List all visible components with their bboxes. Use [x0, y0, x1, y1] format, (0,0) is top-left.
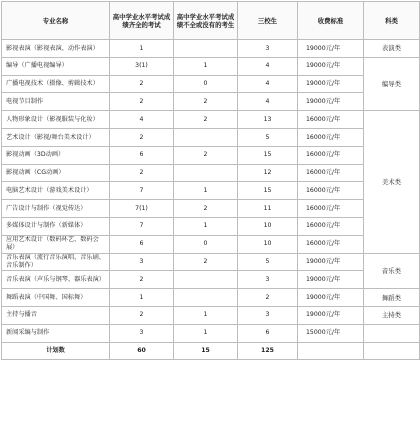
row-major: 多媒体设计与制作（新媒体） — [2, 217, 110, 235]
row-fee: 19000元/年 — [298, 75, 364, 93]
row-fee: 19000元/年 — [298, 93, 364, 111]
row-unqualified: 1 — [174, 324, 238, 342]
row-school-three: 2 — [238, 289, 298, 307]
table-row — [2, 40, 420, 58]
row-unqualified — [174, 289, 238, 307]
row-school-three: 4 — [238, 93, 298, 111]
row-unqualified: 2 — [174, 253, 238, 271]
row-major: 广播电视技术（摄像、剪辑技术） — [2, 75, 110, 93]
row-major: 人物形象设计（影视服装与化妆） — [2, 111, 110, 129]
row-unqualified: 2 — [174, 93, 238, 111]
row-school-three: 5 — [238, 128, 298, 146]
row-unqualified — [174, 271, 238, 289]
row-qualified: 2 — [110, 93, 174, 111]
row-qualified: 7(1) — [110, 200, 174, 218]
table-row — [2, 200, 420, 218]
table-row — [2, 128, 420, 146]
row-qualified: 2 — [110, 128, 174, 146]
row-fee: 16000元/年 — [298, 128, 364, 146]
row-qualified: 7 — [110, 217, 174, 235]
category-hosting: 主持类 — [364, 306, 420, 324]
row-major: 电视节目制作 — [2, 93, 110, 111]
table-row — [2, 164, 420, 182]
row-fee: 19000元/年 — [298, 40, 364, 58]
row-qualified: 6 — [110, 235, 174, 253]
row-major: 新闻采编与制作 — [2, 324, 110, 342]
table-row — [2, 253, 420, 271]
row-fee: 15000元/年 — [298, 324, 364, 342]
row-major: 影视动画（CG动画） — [2, 164, 110, 182]
row-school-three: 13 — [238, 111, 298, 129]
table-row — [2, 93, 420, 111]
category-performance: 表演类 — [364, 40, 420, 58]
row-unqualified — [174, 128, 238, 146]
category-music: 音乐类 — [364, 253, 420, 289]
total-label: 计划数 — [2, 342, 110, 359]
table-row — [2, 306, 420, 324]
row-fee: 19000元/年 — [298, 253, 364, 271]
header-qualified: 高中学业水平考试成绩齐全的考试 — [110, 2, 174, 40]
table-row — [2, 324, 420, 342]
row-fee: 16000元/年 — [298, 217, 364, 235]
header-school-three: 三校生 — [238, 2, 298, 40]
table-row — [2, 235, 420, 253]
row-fee: 19000元/年 — [298, 57, 364, 75]
row-qualified: 1 — [110, 40, 174, 58]
header-row — [2, 2, 420, 40]
row-unqualified: 0 — [174, 75, 238, 93]
row-school-three: 4 — [238, 57, 298, 75]
row-fee: 16000元/年 — [298, 146, 364, 164]
enrollment-plan-table-container — [1, 1, 419, 422]
row-school-three: 15 — [238, 182, 298, 200]
row-school-three: 6 — [238, 324, 298, 342]
row-qualified: 2 — [110, 164, 174, 182]
row-school-three: 4 — [238, 75, 298, 93]
total-school-three: 125 — [238, 342, 298, 359]
row-major: 应用艺术设计（数码环艺、数码会展） — [2, 235, 110, 253]
total-fee-empty — [298, 342, 364, 359]
row-major: 艺术设计（影视/舞台美术设计） — [2, 128, 110, 146]
row-unqualified — [174, 164, 238, 182]
total-unqualified: 15 — [174, 342, 238, 359]
row-unqualified: 1 — [174, 306, 238, 324]
row-qualified: 7 — [110, 182, 174, 200]
row-fee: 19000元/年 — [298, 289, 364, 307]
row-fee: 16000元/年 — [298, 182, 364, 200]
row-school-three: 12 — [238, 164, 298, 182]
header-unqualified: 高中学业水平考试成绩不全或没有的考生 — [174, 2, 238, 40]
row-fee: 16000元/年 — [298, 111, 364, 129]
row-unqualified: 1 — [174, 182, 238, 200]
table-row — [2, 75, 420, 93]
row-fee: 16000元/年 — [298, 235, 364, 253]
row-major: 舞蹈表演（中国舞、国标舞） — [2, 289, 110, 307]
row-major: 音乐表演（声乐与钢琴、器乐表演） — [2, 271, 110, 289]
row-fee: 19000元/年 — [298, 271, 364, 289]
row-qualified: 2 — [110, 271, 174, 289]
total-row — [2, 342, 420, 359]
row-qualified: 3 — [110, 253, 174, 271]
table-row — [2, 289, 420, 307]
row-major: 主持与播音 — [2, 306, 110, 324]
header-category: 科类 — [364, 2, 420, 40]
row-school-three: 10 — [238, 235, 298, 253]
row-school-three: 11 — [238, 200, 298, 218]
category-art: 美术类 — [364, 111, 420, 253]
row-major: 编导（广播电视编导） — [2, 57, 110, 75]
row-school-three: 3 — [238, 271, 298, 289]
table-row — [2, 182, 420, 200]
row-qualified: 3(1) — [110, 57, 174, 75]
row-major: 影视表演（影视表演、动作表演） — [2, 40, 110, 58]
row-school-three: 10 — [238, 217, 298, 235]
row-unqualified: 2 — [174, 146, 238, 164]
row-qualified: 2 — [110, 75, 174, 93]
table-row — [2, 271, 420, 289]
table-row — [2, 57, 420, 75]
row-unqualified — [174, 40, 238, 58]
table-row — [2, 146, 420, 164]
row-fee: 19000元/年 — [298, 306, 364, 324]
row-fee: 16000元/年 — [298, 200, 364, 218]
row-qualified: 1 — [110, 289, 174, 307]
row-unqualified: 1 — [174, 57, 238, 75]
row-qualified: 3 — [110, 324, 174, 342]
header-fee: 收费标准 — [298, 2, 364, 40]
category-directing: 编导类 — [364, 57, 420, 110]
total-category-empty — [364, 342, 420, 359]
row-school-three: 3 — [238, 40, 298, 58]
row-major: 广告设计与制作（视觉传达） — [2, 200, 110, 218]
header-major: 专业名称 — [2, 2, 110, 40]
row-qualified: 4 — [110, 111, 174, 129]
row-unqualified: 1 — [174, 217, 238, 235]
row-school-three: 3 — [238, 306, 298, 324]
row-qualified: 2 — [110, 306, 174, 324]
row-unqualified: 2 — [174, 111, 238, 129]
row-school-three: 5 — [238, 253, 298, 271]
row-major: 电脑艺术设计（游戏美术设计） — [2, 182, 110, 200]
row-school-three: 15 — [238, 146, 298, 164]
table-row — [2, 111, 420, 129]
row-unqualified: 0 — [174, 235, 238, 253]
row-major: 音乐表演（流行音乐演唱、音乐剧、音乐制作） — [2, 253, 110, 271]
category-dance: 舞蹈类 — [364, 289, 420, 307]
category-empty — [364, 324, 420, 342]
row-major: 影视动画（3D动画） — [2, 146, 110, 164]
table-row — [2, 217, 420, 235]
row-fee: 16000元/年 — [298, 164, 364, 182]
enrollment-plan-table — [1, 1, 420, 360]
row-qualified: 6 — [110, 146, 174, 164]
total-qualified: 60 — [110, 342, 174, 359]
row-unqualified: 2 — [174, 200, 238, 218]
